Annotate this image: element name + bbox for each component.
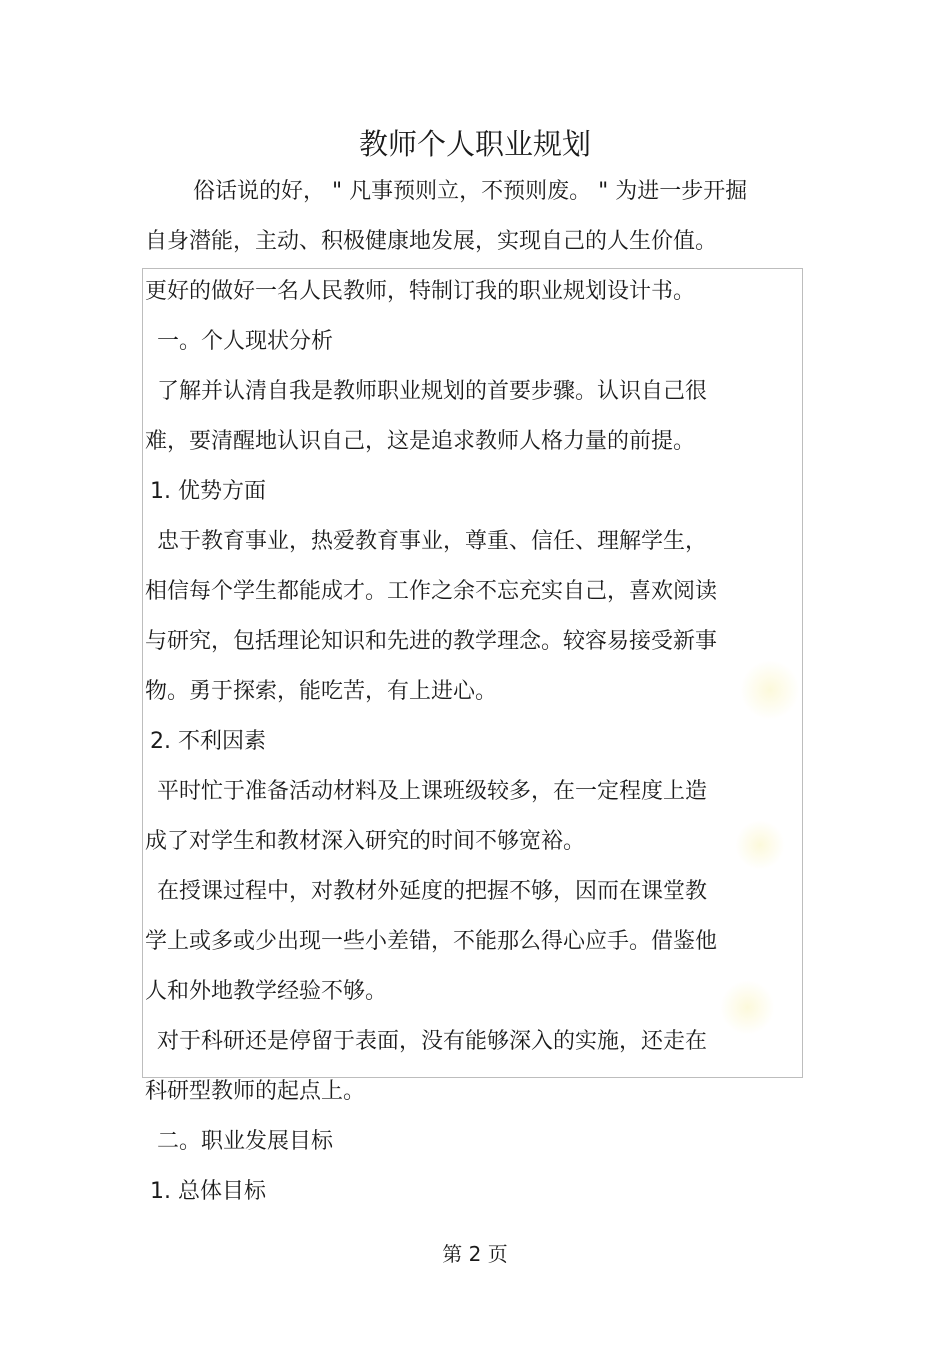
paragraph-line: 自身潜能，主动、积极健康地发展，实现自己的人生价值。 <box>145 229 718 254</box>
section-heading: 二。职业发展目标 <box>157 1129 334 1154</box>
paragraph-line: 科研型教师的起点上。 <box>145 1079 366 1104</box>
paragraph-line: 在授课过程中，对教材外延度的把握不够，因而在课堂教 <box>157 879 708 904</box>
page-number: 第 2 页 <box>442 1242 508 1266</box>
paragraph-line: 与研究，包括理论知识和先进的教学理念。较容易接受新事 <box>145 629 718 654</box>
paragraph-line: 平时忙于准备活动材料及上课班级较多，在一定程度上造 <box>157 779 708 804</box>
paragraph-line: 成了对学生和教材深入研究的时间不够宽裕。 <box>145 829 586 854</box>
paragraph-line: 对于科研还是停留于表面，没有能够深入的实施，还走在 <box>157 1029 708 1054</box>
document-title: 教师个人职业规划 <box>358 127 591 161</box>
paragraph-line: 忠于教育事业，热爱教育事业，尊重、信任、理解学生， <box>157 529 708 554</box>
paper-glow-mark <box>720 980 775 1035</box>
paper-glow-mark <box>735 820 785 870</box>
subsection-heading: 1. 总体目标 <box>150 1179 266 1204</box>
paragraph-line: 更好的做好一名人民教师，特制订我的职业规划设计书。 <box>145 279 696 304</box>
paragraph-line: 难，要清醒地认识自己，这是追求教师人格力量的前提。 <box>145 429 696 454</box>
paragraph-line: 物。勇于探索，能吃苦，有上进心。 <box>145 679 498 704</box>
paragraph-line: 相信每个学生都能成才。工作之余不忘充实自己，喜欢阅读 <box>145 579 718 604</box>
paper-glow-mark <box>740 660 800 720</box>
paragraph-line: 了解并认清自我是教师职业规划的首要步骤。认识自己很 <box>157 379 708 404</box>
subsection-heading: 1. 优势方面 <box>150 479 266 504</box>
subsection-heading: 2. 不利因素 <box>150 729 266 754</box>
section-heading: 一。个人现状分析 <box>157 329 334 354</box>
paragraph-line: 俗话说的好， " 凡事预则立，不预则废。 " 为进一步开掘 <box>193 179 748 204</box>
paragraph-line: 学上或多或少出现一些小差错，不能那么得心应手。借鉴他 <box>145 929 718 954</box>
paragraph-line: 人和外地教学经验不够。 <box>145 979 388 1004</box>
